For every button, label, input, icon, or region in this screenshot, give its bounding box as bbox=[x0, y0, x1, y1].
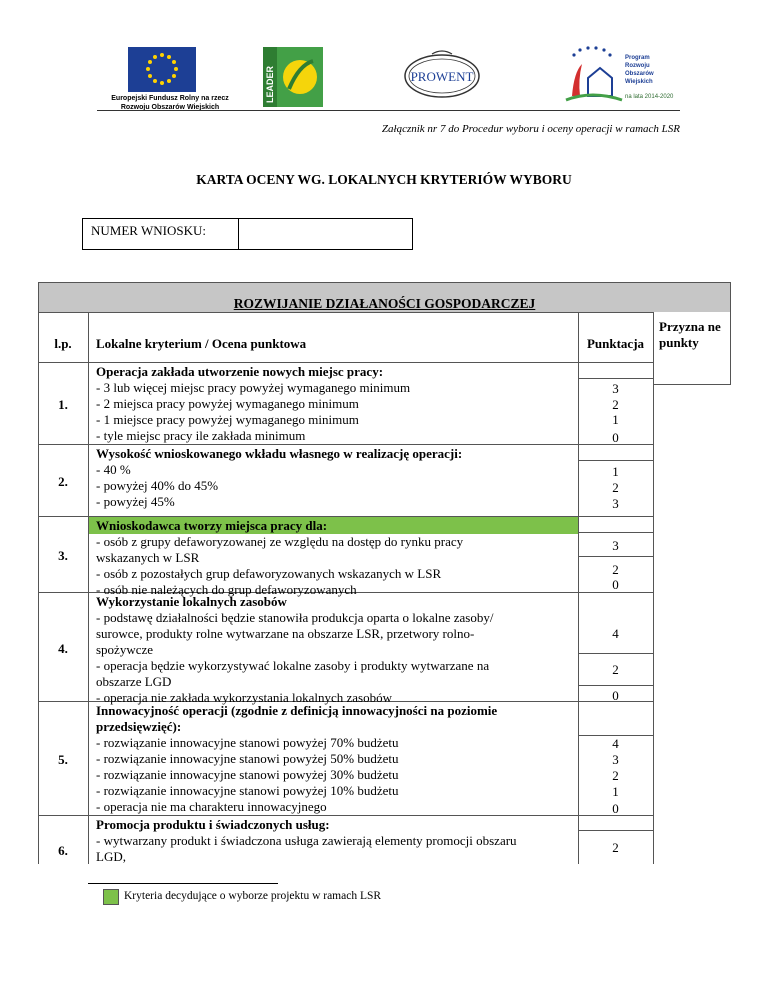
criterion-title: Wnioskodawca tworzy miejsca pracy dla: bbox=[96, 518, 328, 533]
criterion-option: - operacja nie zakłada wykorzystania lokalnych zasobów bbox=[96, 690, 392, 705]
criterion-option: surowce, produkty rolne wytwarzane na obszarze LSR, przetwory rolno- bbox=[96, 626, 475, 641]
table-row bbox=[96, 703, 576, 815]
col-lp-header: l.p. bbox=[54, 336, 72, 351]
criterion-option: - osób nie należących do grup defaworyzowanych bbox=[96, 582, 357, 597]
svg-text:PROWENT: PROWENT bbox=[410, 69, 474, 84]
annex-note: Załącznik nr 7 do Procedur wyboru i oceny operacji w ramach LSR bbox=[381, 123, 680, 135]
score-value: 0 bbox=[612, 801, 619, 816]
score-value: 2 bbox=[612, 480, 619, 495]
section-title: ROZWIJANIE DZIAŁANOŚCI GOSPODARCZEJ bbox=[233, 296, 536, 311]
eu-fund-caption: Europejski Fundusz Rolny na rzecz Rozwoju Obszarów Wiejskich bbox=[111, 95, 229, 111]
score-value: 1 bbox=[612, 784, 619, 799]
score-value: 3 bbox=[612, 752, 619, 767]
score-value: 4 bbox=[612, 736, 619, 751]
criterion-title: przedsięwzięć): bbox=[96, 719, 182, 734]
application-number-field[interactable] bbox=[240, 219, 412, 249]
score-value: 0 bbox=[612, 430, 619, 445]
row-lp: 6. bbox=[58, 843, 68, 858]
criterion-option: - 40 % bbox=[96, 462, 131, 477]
application-number-label: NUMER WNIOSKU: bbox=[83, 219, 239, 249]
page-title: KARTA OCENY WG. LOKALNYCH KRYTERIÓW WYBORU bbox=[196, 172, 572, 187]
criterion-option: - operacja będzie wykorzystywać lokalne zasoby i produkty wytwarzane na bbox=[96, 658, 490, 673]
score-value: 2 bbox=[612, 397, 619, 412]
criterion-title: Operacja zakłada utworzenie nowych miejsc pracy: bbox=[96, 364, 384, 379]
table-row bbox=[96, 364, 576, 444]
eu-flag-logo bbox=[128, 47, 196, 92]
col-awarded-header: Przyzna ne punkty bbox=[659, 319, 721, 350]
criterion-option: - osób z pozostałych grup defaworyzowanych wskazanych w LSR bbox=[96, 566, 442, 581]
score-value: 0 bbox=[612, 577, 619, 592]
awarded-points-column[interactable] bbox=[654, 385, 730, 864]
row-lp: 3. bbox=[58, 548, 68, 563]
criterion-option: - podstawę działalności będzie stanowiła produkcja oparta o lokalne zasoby/ bbox=[96, 610, 494, 625]
criterion-option: wskazanych w LSR bbox=[96, 550, 200, 565]
table-row bbox=[96, 594, 576, 706]
score-value: 2 bbox=[612, 768, 619, 783]
criterion-option: - powyżej 40% do 45% bbox=[96, 478, 219, 493]
footnote-divider bbox=[88, 883, 278, 884]
header-divider bbox=[97, 110, 680, 111]
criterion-option: - rozwiązanie innowacyjne stanowi powyżej 70% budżetu bbox=[96, 735, 399, 750]
score-value: 2 bbox=[612, 562, 619, 577]
criterion-option: - operacja nie ma charakteru innowacyjnego bbox=[96, 799, 327, 814]
criterion-option: - rozwiązanie innowacyjne stanowi powyżej 10% budżetu bbox=[96, 783, 399, 798]
svg-text:LEADER: LEADER bbox=[265, 65, 275, 103]
score-value: 3 bbox=[612, 538, 619, 553]
score-value: 2 bbox=[612, 662, 619, 677]
application-number-box bbox=[82, 218, 413, 250]
criterion-option: - rozwiązanie innowacyjne stanowi powyżej 50% budżetu bbox=[96, 751, 399, 766]
score-value: 0 bbox=[612, 688, 619, 703]
table-row bbox=[96, 518, 576, 598]
prowent-logo bbox=[402, 48, 482, 100]
footnote-text: Kryteria decydujące o wyborze projektu w ramach LSR bbox=[124, 890, 382, 902]
score-value: 1 bbox=[612, 412, 619, 427]
col-score-header: Punktacja bbox=[586, 336, 645, 351]
score-value: 2 bbox=[612, 840, 619, 855]
row-lp: 2. bbox=[58, 474, 68, 489]
table-row bbox=[96, 817, 576, 865]
prow-caption: Program Rozwoju Obszarów Wiejskich bbox=[625, 55, 654, 85]
row-lp: 1. bbox=[58, 397, 68, 412]
criterion-title: Wysokość wnioskowanego wkładu własnego w realizację operacji: bbox=[96, 446, 463, 461]
score-value: 4 bbox=[612, 626, 619, 641]
legend-green-swatch bbox=[103, 889, 119, 905]
criterion-option: - powyżej 45% bbox=[96, 494, 175, 509]
score-value: 3 bbox=[612, 381, 619, 396]
criterion-title: Promocja produktu i świadczonych usług: bbox=[96, 817, 330, 832]
table-row bbox=[96, 446, 576, 510]
criterion-option: - rozwiązanie innowacyjne stanowi powyżej 30% budżetu bbox=[96, 767, 399, 782]
score-value: 3 bbox=[612, 496, 619, 511]
prow-years: na lata 2014-2020 bbox=[625, 94, 674, 100]
criterion-option: obszarze LGD bbox=[96, 674, 172, 689]
criterion-option: - wytwarzany produkt i świadczona usługa zawierają elementy promocji obszaru bbox=[96, 833, 517, 848]
criterion-option: - 3 lub więcej miejsc pracy powyżej wymaganego minimum bbox=[96, 380, 411, 395]
criterion-option: - tyle miejsc pracy ile zakłada minimum bbox=[96, 428, 306, 443]
row-lp: 5. bbox=[58, 752, 68, 767]
leader-logo bbox=[263, 47, 323, 107]
col-criterion-header: Lokalne kryterium / Ocena punktowa bbox=[96, 336, 307, 351]
criterion-option: LGD, bbox=[96, 849, 126, 864]
score-value: 1 bbox=[612, 464, 619, 479]
criterion-option: - 2 miejsca pracy powyżej wymaganego minimum bbox=[96, 396, 359, 411]
row-lp: 4. bbox=[58, 641, 68, 656]
criterion-option: spożywcze bbox=[96, 642, 154, 657]
criterion-title: Wykorzystanie lokalnych zasobów bbox=[96, 594, 287, 609]
criterion-title: Innowacyjność operacji (zgodnie z definicją innowacyjności na poziomie bbox=[96, 703, 498, 718]
criterion-option: - osób z grupy defaworyzowanej ze względu na dostęp do rynku pracy bbox=[96, 534, 464, 549]
criterion-option: - 1 miejsce pracy powyżej wymaganego minimum bbox=[96, 412, 359, 427]
